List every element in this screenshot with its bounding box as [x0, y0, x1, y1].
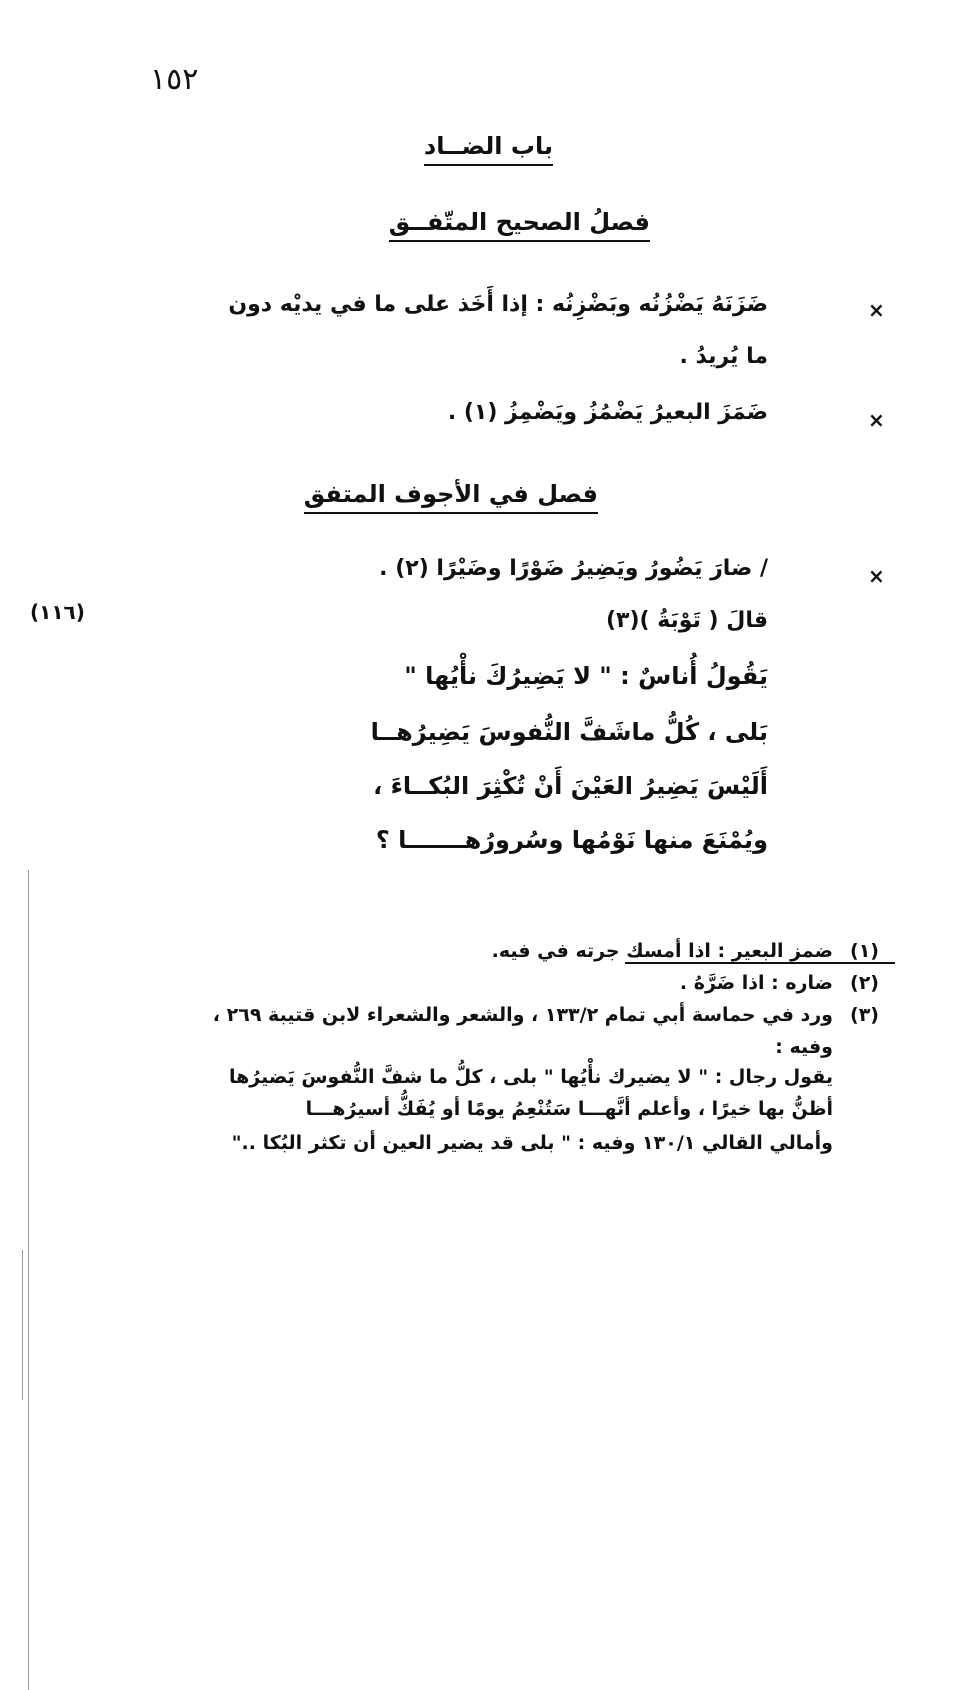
- footnote-number: (١): [850, 940, 879, 962]
- footnote-text: وأمالي القالي ١٣٠/١ وفيه : " بلى قد يضير العين أن تكثر البُكا ..": [231, 1132, 833, 1154]
- footnote-text: ضاره : اذا ضَرَّهُ .: [679, 972, 833, 994]
- footnote-verse: يقول رجال : " لا يضيرك نأْيُها " بلى ، كلُّ ما شفَّ النُّفوسَ يَضيرُها: [228, 1066, 833, 1088]
- poem-intro: قالَ ( تَوْبَةُ )(٣): [605, 608, 768, 633]
- poem-verse: يَقُولُ أُناسٌ : " لا يَضِيرُكَ نأْيُها ": [404, 662, 768, 690]
- footnote-number: (٣): [850, 1004, 879, 1026]
- entry-marker: ×: [868, 564, 885, 588]
- footnote-verse: أظنُّ بها خيرًا ، وأعلم أنَّهـــا سَتُنْعِمُ يومًا أو يُفَكُّ أسيرُهـــا: [305, 1098, 833, 1120]
- section-heading-sound: فصلُ الصحيح المتّفــق: [389, 208, 650, 242]
- page-number: ١٥٢: [150, 62, 199, 97]
- scan-margin-line: [22, 1250, 23, 1400]
- scan-margin-line: [28, 870, 29, 1690]
- section-heading-hollow: فصل في الأجوف المتفق: [304, 480, 598, 514]
- entry-text: ضَمَزَ البعيرُ يَضْمُزُ ويَضْمِزُ (١) .: [447, 400, 768, 425]
- chapter-heading: باب الضــاد: [424, 132, 553, 166]
- footnote-text: ورد في حماسة أبي تمام ١٣٣/٢ ، والشعر والشعراء لابن قتيبة ٢٦٩ ،: [212, 1004, 833, 1026]
- entry-text: / ضارَ يَضُورُ ويَضِيرُ ضَوْرًا وضَيْرًا (٢) .: [379, 556, 768, 581]
- footnote-text: ضمز البعير : اذا أمسك جرته في فيه.: [491, 940, 833, 962]
- footnote-text: وفيه :: [775, 1036, 833, 1058]
- entry-text-continuation: ما يُريدُ .: [679, 344, 768, 369]
- poem-verse: أَلَيْسَ يَضِيرُ العَيْنَ أَنْ تُكْثِرَ البُكــاءَ ،: [373, 772, 768, 800]
- entry-marker: ×: [868, 408, 885, 432]
- margin-reference: (١١٦): [30, 600, 85, 624]
- footnote-number: (٢): [850, 972, 879, 994]
- footnote-separator: [625, 962, 895, 964]
- poem-verse: ويُمْنَعَ منها نَوْمُها وسُرورُهـــــــا ؟: [375, 826, 768, 854]
- poem-verse: بَلى ، كُلُّ ماشَفَّ النُّفوسَ يَضِيرُهــا: [370, 718, 768, 746]
- entry-text: ضَزَنَهُ يَضْزُنُه وبَضْزِنُه : إذا أَخَذ على ما في يديْه دون: [228, 292, 768, 317]
- entry-marker: ×: [868, 298, 885, 322]
